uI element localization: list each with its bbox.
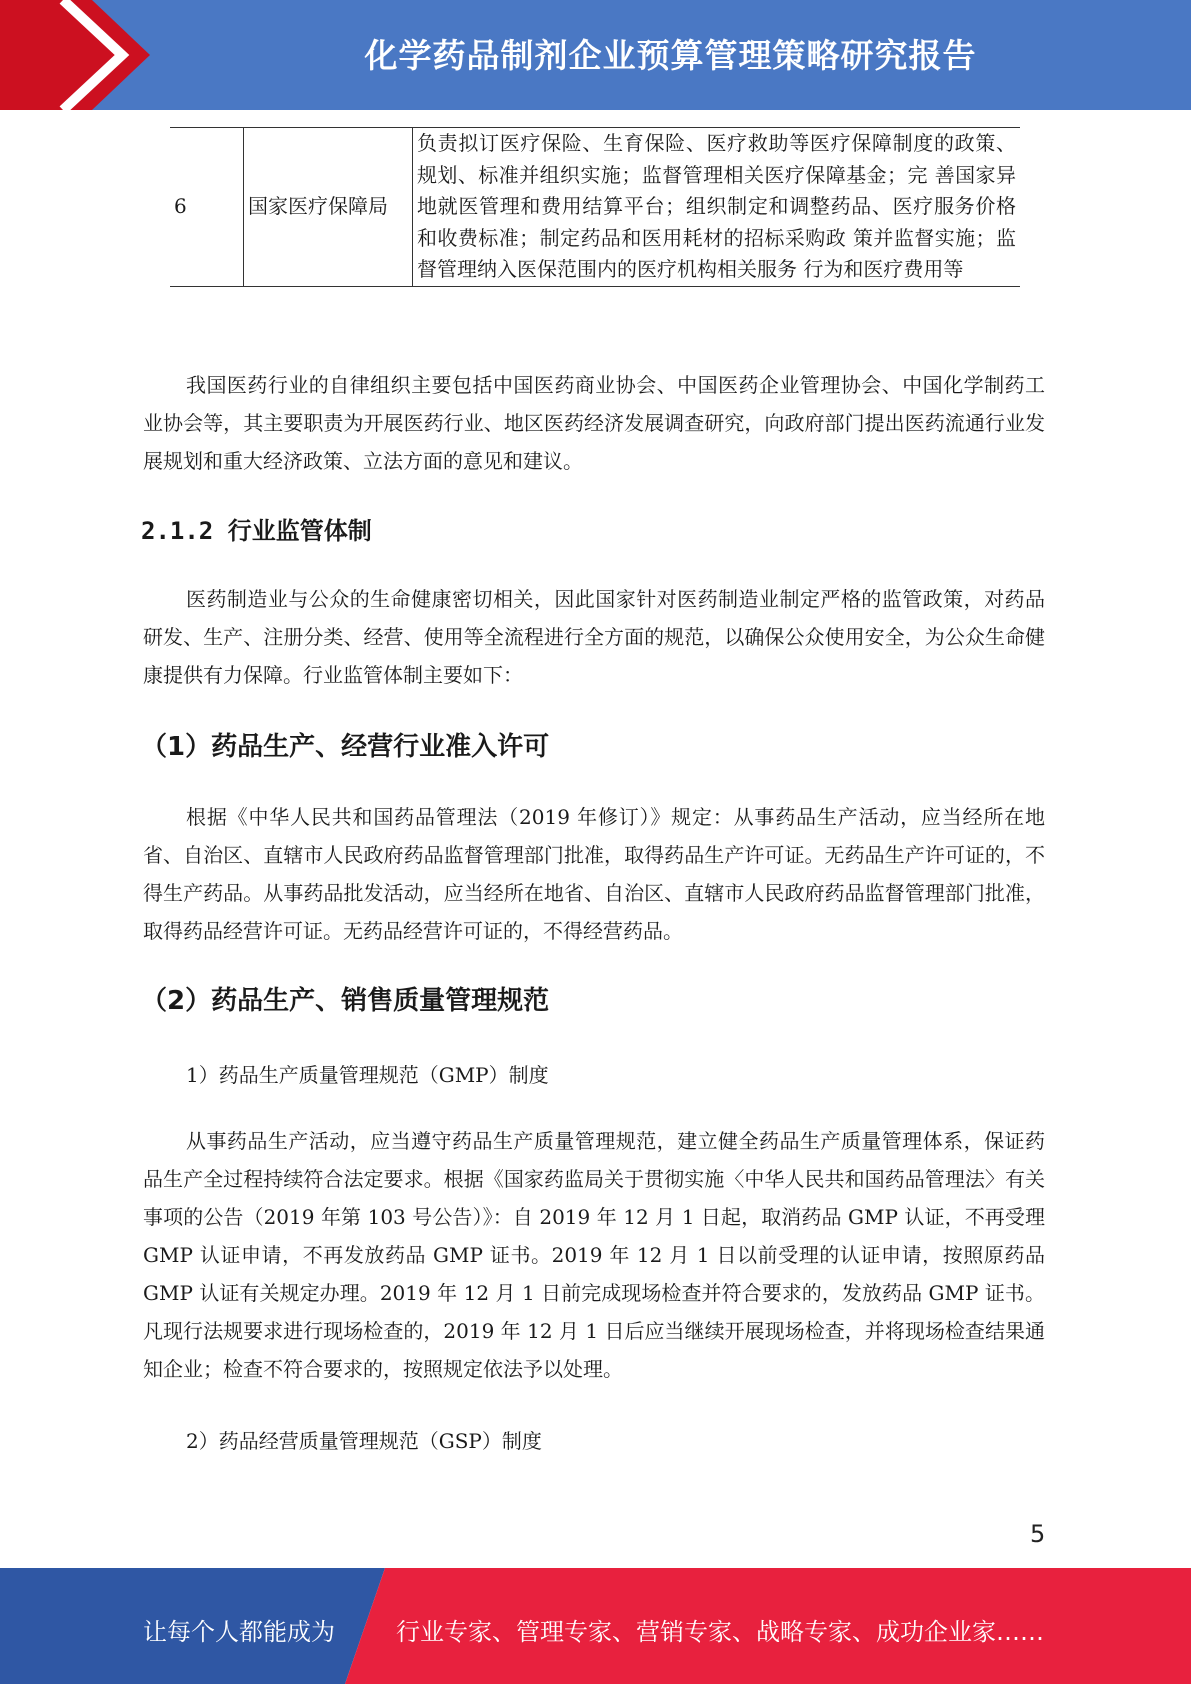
paragraph-gmp: 从事药品生产活动，应当遵守药品生产质量管理规范，建立健全药品生产质量管理体系，保证药品生产全过程持续符合法定要求。根据《国家药监局关于贯彻实施〈中华人民共和国药品管理法〉有关事项的公告（2019 年第 103 号公告）》：自 2019 年 12 月 1 日起，取消药品 GMP 认证，不再受理 GMP 认证申请，不再发放药品 GMP 证书。2019 年 12 月 1 日以前受理的认证申请，按照原药品 GMP 认证有关规定办理。2019 年 12 月 1 日前完成现场检查并符合要求的，发放药品 GMP 证书。凡现行法规要求进行现场检查的，2019 年 12 月 1 日后应当继续开展现场检查，并将现场检查结果通知企业；检查不符合要求的，按照规定依法予以处理。 <box>143 1129 1045 1381</box>
row-number: 6 <box>170 128 244 287</box>
report-title: 化学药品制剂企业预算管理策略研究报告 <box>364 36 977 75</box>
subheading-quality-management: （2）药品生产、销售质量管理规范 <box>141 986 550 1016</box>
section-heading-2-1-2: 2.1.2 行业监管体制 <box>141 517 372 545</box>
footer-band <box>0 1568 1191 1684</box>
paragraph-regulation-intro: 医药制造业与公众的生命健康密切相关，因此国家针对医药制造业制定严格的监管政策，对药品研发、生产、注册分类、经营、使用等全流程进行全方面的规范，以确保公众使用安全，为公众生命健康提供有力保障。行业监管体制主要如下： <box>143 587 1045 687</box>
subheading-market-access: （1）药品生产、经营行业准入许可 <box>141 732 550 762</box>
chevron-logo-icon <box>0 0 160 110</box>
department-name: 国家医疗保障局 <box>244 128 413 287</box>
paragraph-self-regulation: 我国医药行业的自律组织主要包括中国医药商业协会、中国医药企业管理协会、中国化学制药工业协会等，其主要职责为开展医药行业、地区医药经济发展调查研究，向政府部门提出医药流通行业发展规划和重大经济政策、立法方面的意见和建议。 <box>143 373 1045 473</box>
footer-slogan-right: 行业专家、管理专家、营销专家、战略专家、成功企业家…… <box>396 1618 1044 1646</box>
paragraph-license: 根据《中华人民共和国药品管理法（2019 年修订）》规定：从事药品生产活动，应当经所在地省、自治区、直辖市人民政府药品监督管理部门批准，取得药品生产许可证。无药品生产许可证的，不得生产药品。从事药品批发活动，应当经所在地省、自治区、直辖市人民政府药品监督管理部门批准，取得药品经营许可证。无药品经营许可证的，不得经营药品。 <box>143 805 1045 943</box>
page-number: 5 <box>1030 1520 1046 1548</box>
department-duties: 负责拟订医疗保险、生育保险、医疗救助等医疗保障制度的政策、规划、标准并组织实施；监督管理相关医疗保障基金；完 善国家异地就医管理和费用结算平台；组织制定和调整药品、医疗服务价格和收费标准；制定药品和医用耗材的招标采购政 策并监督实施；监督管理纳入医保范围内的医疗机构相关服务 行为和医疗费用等 <box>413 128 1021 287</box>
list-item-gmp: 1）药品生产质量管理规范（GMP）制度 <box>186 1063 549 1087</box>
table-row <box>170 128 1020 287</box>
list-item-gsp: 2）药品经营质量管理规范（GSP）制度 <box>186 1429 542 1453</box>
header-band <box>0 0 1191 110</box>
department-duties-table <box>170 127 1020 287</box>
footer-slogan-left: 让每个人都能成为 <box>143 1618 335 1646</box>
